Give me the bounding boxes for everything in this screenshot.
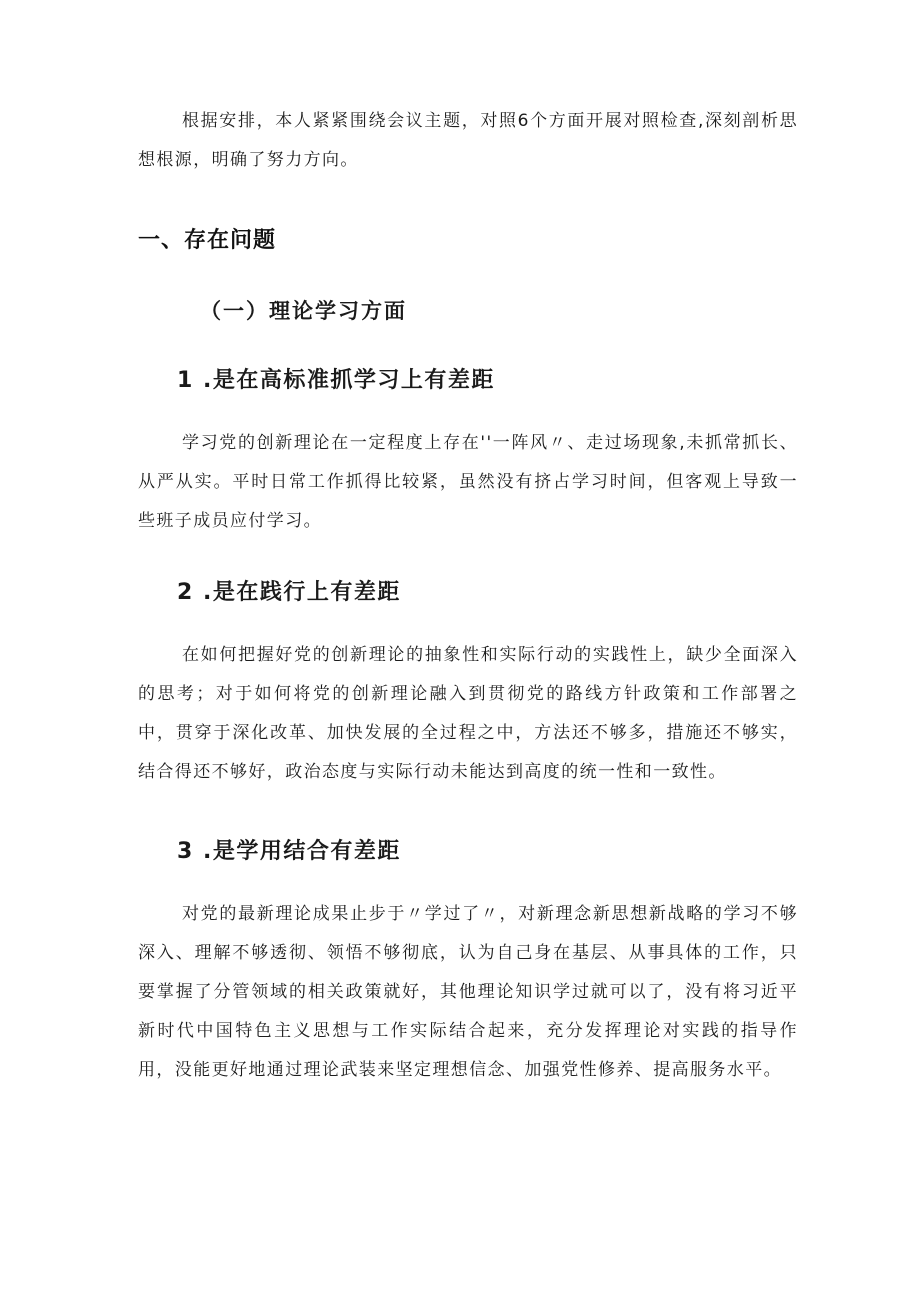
section-title: 一、存在问题 (138, 228, 277, 253)
item-1-heading: 1 .是在高标准抓学习上有差距 (177, 368, 495, 393)
item-1-body: 学习党的创新理论在一定程度上存在''一阵风〃、走过场现象,未抓常抓长、从严从实。平时日常工作抓得比较紧，虽然没有挤占学习时间，但客观上导致一些班子成员应付学习。 (138, 433, 798, 531)
item-3-body: 对党的最新理论成果止步于〃学过了〃，对新理念新思想新战略的学习不够深入、理解不够透彻、领悟不够彻底，认为自己身在基层、从事具体的工作，只要掌握了分管领域的相关政策就好，其他理论知识学过就可以了，没有将习近平新时代中国特色主义思想与工作实际结合起来，充分发挥理论对实践的指导作用，没能更好地通过理论武装来坚定理想信念、加强党性修养、提高服务水平。 (138, 904, 798, 1080)
item-2-body: 在如何把握好党的创新理论的抽象性和实际行动的实践性上，缺少全面深入的思考；对于如何将党的创新理论融入到贯彻党的路线方针政策和工作部署之中，贯穿于深化改革、加快发展的全过程之中，方法还不够多，措施还不够实，结合得还不够好，政治态度与实际行动未能达到高度的统一性和一致性。 (138, 645, 798, 782)
subsection-title: （一）理论学习方面 (200, 299, 407, 323)
intro-paragraph: 根据安排，本人紧紧围绕会议主题，对照6个方面开展对照检查,深刻剖析思想根源，明确了努力方向。 (138, 111, 798, 170)
item-2-heading: 2 .是在践行上有差距 (177, 580, 401, 605)
item-3-heading: 3 .是学用结合有差距 (177, 839, 401, 864)
